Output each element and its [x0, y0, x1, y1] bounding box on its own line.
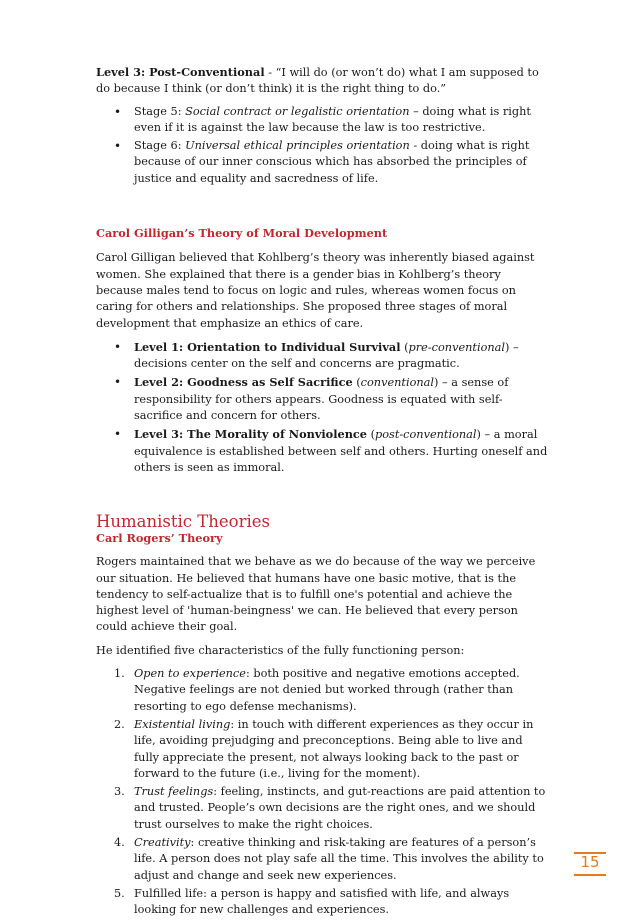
list-item	[114, 717, 548, 782]
gilligan-paragraph: Carol Gilligan believed that Kohlberg’s theory was inherently biased against women. She explained that there is a gender bias in Kohlberg’s theory because males tend to focus on logic and rules, whereas women focus on caring for others and relationships. She proposed three stages of moral development that emphasize an ethics of care.	[96, 251, 535, 330]
list-item	[114, 886, 548, 919]
gilligan-levels-list	[96, 339, 548, 476]
item-term: Open to experience	[134, 667, 246, 681]
item-term: Trust feelings	[134, 785, 214, 799]
level-tag: pre-conventional	[408, 340, 505, 354]
level-paren-close: )	[434, 376, 439, 390]
level-text: – decisions center on the self and concerns are pragmatic.	[134, 340, 519, 371]
item-number: 5.	[114, 886, 125, 900]
stage-text: – doing what is right even if it is against the law because the law is too restrictive.	[134, 104, 531, 134]
item-number: 1.	[114, 667, 125, 681]
item-text: : feeling, instincts, and gut-reactions are paid attention to and trusted. People’s own decisions are the right ones, and we should trust ourselves to make the right choices.	[134, 785, 546, 831]
item-text: Fulfilled life: a person is happy and satisfied with life, and always looking for new challenges and experiences.	[134, 886, 510, 917]
level-paren-close: )	[505, 340, 510, 354]
stage-term: Universal ethical principles orientation	[185, 139, 410, 153]
rogers-paragraph: Rogers maintained that we behave as we do because of the way we perceive our situation. He believed that humans have one basic motive, that is the tendency to self-actualize that is to fulfill one's potential and achieve the highest level of 'human-beingness' we can. He believed that every person could achieve their goal.	[96, 555, 536, 634]
list-item	[134, 339, 548, 373]
list-item	[114, 666, 548, 715]
stage-prefix: Stage 6:	[134, 139, 186, 153]
list-item	[134, 104, 548, 137]
stage-list	[96, 104, 548, 187]
level-tag: conventional	[360, 376, 434, 390]
list-item	[134, 138, 548, 187]
rogers-lead: He identified five characteristics of the fully functioning person:	[96, 643, 465, 657]
level-paren-open: (	[366, 428, 375, 442]
item-text: : creative thinking and risk-taking are features of a person’s life. A person does not play safe all the time. This involves the ability to adjust and change and seek new experiences.	[134, 835, 544, 882]
item-number: 2.	[114, 717, 125, 731]
level-name: Level 2: Goodness as Self Sacrifice	[134, 375, 353, 390]
humanistic-heading: Humanistic Theories	[96, 512, 270, 532]
level3-paragraph	[96, 64, 548, 98]
stage-text: - doing what is right because of our inner conscious which has absorbed the principles of justice and equality and sacredness of life.	[134, 139, 530, 185]
document-page	[96, 64, 548, 920]
item-text: : both positive and negative emotions accepted. Negative feelings are not denied but worked through (rather than resorting to ego defense mechanisms).	[134, 667, 520, 713]
level-paren-close: )	[476, 428, 481, 442]
level-text: – a sense of responsibility for others appears. Goodness is equated with self-sacrifice and concern for others.	[134, 376, 509, 423]
level-paren-open: (	[400, 340, 409, 354]
list-item	[114, 784, 548, 833]
page-number-bottom-rule	[574, 874, 606, 876]
item-term: Existential living	[134, 717, 231, 731]
level3-intro: - “I will do (or won’t do) what I am supposed to do because I think (or don’t think) it is the right thing to do.”	[96, 66, 539, 96]
stage-term: Social contract or legalistic orientation	[185, 104, 410, 118]
item-number: 4.	[114, 835, 125, 849]
page-number: 15	[580, 853, 600, 871]
level-text: – a moral equivalence is established between self and others. Hurting oneself and others is seen as immoral.	[134, 428, 548, 474]
item-number: 3.	[114, 785, 125, 799]
stage-prefix: Stage 5:	[134, 104, 186, 118]
level-name: Level 1: Orientation to Individual Survival	[134, 339, 401, 354]
list-item	[114, 835, 548, 884]
gilligan-title: Carol Gilligan’s Theory of Moral Development	[96, 226, 388, 241]
item-term: Creativity	[134, 835, 191, 849]
list-item	[134, 374, 548, 424]
characteristics-list	[96, 666, 548, 918]
level3-heading: Level 3: Post-Conventional	[96, 65, 265, 79]
level-name: Level 3: The Morality of Nonviolence	[134, 427, 367, 442]
level-tag: post-conventional	[374, 428, 477, 442]
list-item	[134, 426, 548, 476]
rogers-subheading: Carl Rogers’ Theory	[96, 531, 223, 546]
level-paren-open: (	[352, 376, 361, 390]
item-text: : in touch with different experiences as they occur in life, avoiding prejudging and preconceptions. Being able to live and fully appreciate the present, not always looking back to the past or forward to the future (i.e., living for the moment).	[134, 717, 534, 780]
